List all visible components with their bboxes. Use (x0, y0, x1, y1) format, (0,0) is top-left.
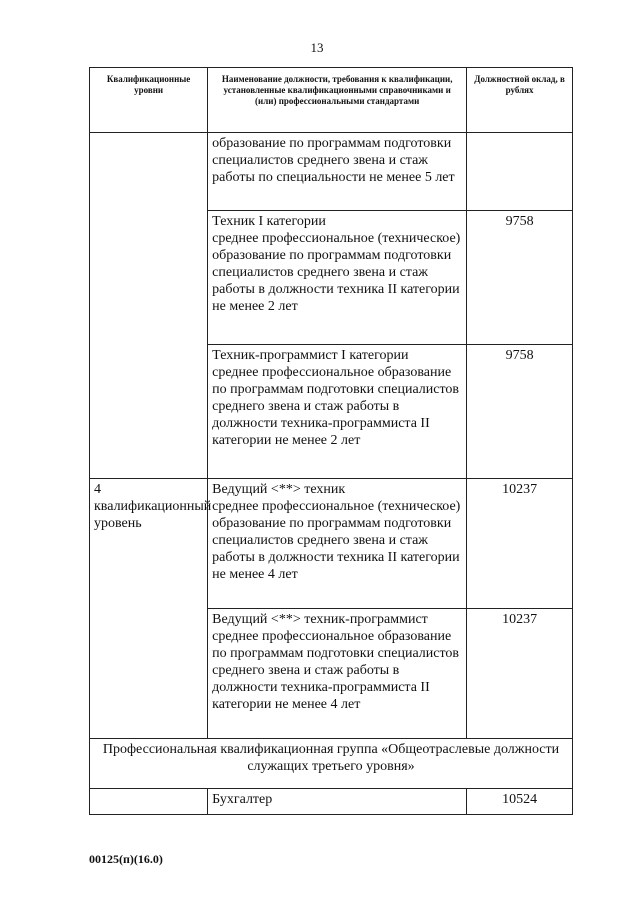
level-cell: 4 квалификационный уровень (90, 479, 208, 739)
salary-cell: 10237 (467, 609, 573, 739)
level-cell-empty (90, 133, 208, 479)
position-cell: образование по программам подготовки специалистов среднего звена и стаж работы по специальности не менее 5 лет (208, 133, 467, 211)
header-position-name: Наименование должности, требования к квалификации, установленные квалификационными справочниками и (или) профессиональными стандартами (208, 68, 467, 133)
table-row (90, 133, 573, 211)
position-cell: Ведущий <**> техник-программист среднее профессиональное образование по программам подготовки специалистов среднего звена и стаж работы в должности техника-программиста II категории не менее 4 лет (208, 609, 467, 739)
position-cell: Бухгалтер (208, 789, 467, 815)
header-qualification-levels: Квалификационные уровни (90, 68, 208, 133)
salary-cell: 10524 (467, 789, 573, 815)
qualification-table (89, 67, 573, 815)
position-cell: Ведущий <**> техник среднее профессиональное (техническое) образование по программам подготовки специалистов среднего звена и стаж работы в должности техника II категории не менее 4 лет (208, 479, 467, 609)
salary-cell (467, 133, 573, 211)
group-title: Профессиональная квалификационная группа «Общеотраслевые должности служащих третьего уровня» (90, 739, 573, 789)
page-number: 13 (310, 40, 324, 55)
salary-cell: 9758 (467, 345, 573, 479)
table-row (90, 479, 573, 609)
level-cell-empty (90, 789, 208, 815)
header-salary: Должностной оклад, в рублях (467, 68, 573, 133)
document-code: 00125(п)(16.0) (89, 852, 163, 866)
salary-cell: 10237 (467, 479, 573, 609)
group-title-row (90, 739, 573, 789)
table-header-row (90, 68, 573, 133)
position-cell: Техник-программист I категории среднее профессиональное образование по программам подготовки специалистов среднего звена и стаж работы в должности техника-программиста II категории не менее 2 лет (208, 345, 467, 479)
table-row (90, 789, 573, 815)
position-cell: Техник I категории среднее профессиональное (техническое) образование по программам подготовки специалистов среднего звена и стаж работы в должности техника II категории не менее 2 лет (208, 211, 467, 345)
salary-cell: 9758 (467, 211, 573, 345)
